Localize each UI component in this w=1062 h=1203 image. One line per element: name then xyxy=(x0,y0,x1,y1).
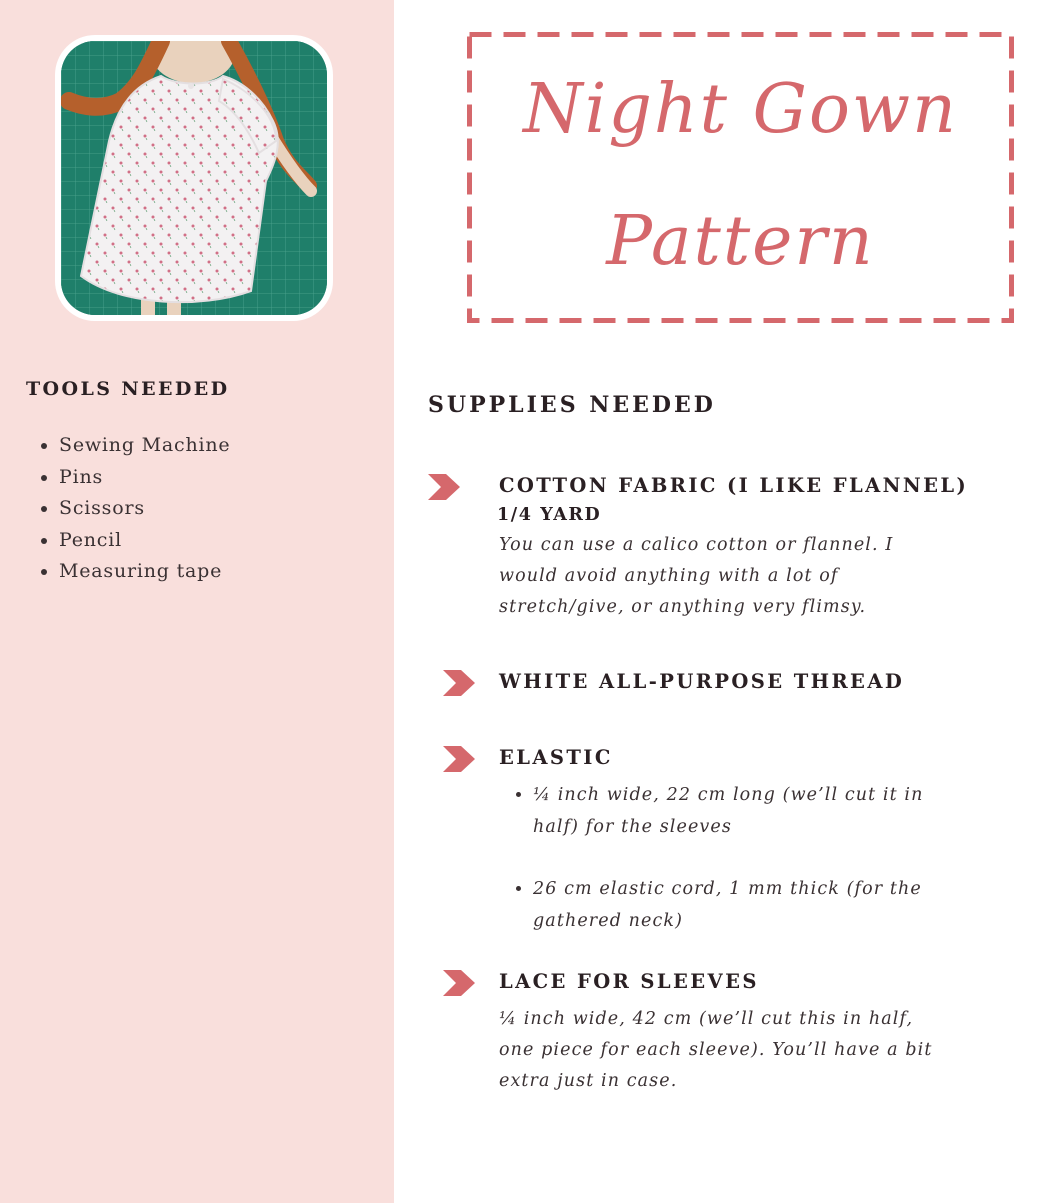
sidebar xyxy=(0,0,394,1203)
title-box xyxy=(467,32,1014,323)
supply-sub-fabric: 1/4 YARD xyxy=(497,505,602,525)
supply-title-elastic: ELASTIC xyxy=(499,746,613,769)
tool-item: • Scissors xyxy=(59,493,230,525)
supply-title-lace: LACE FOR SLEEVES xyxy=(499,970,759,993)
tool-item: • Sewing Machine xyxy=(59,430,230,462)
title-line-1: Night Gown xyxy=(523,70,958,149)
chevron-right-icon xyxy=(443,746,475,772)
tools-list xyxy=(26,430,230,588)
chevron-right-icon xyxy=(443,970,475,996)
photo-frame xyxy=(55,35,333,321)
tool-item: • Pins xyxy=(59,462,230,494)
doll-nightgown-photo xyxy=(61,41,327,315)
tools-heading: TOOLS NEEDED xyxy=(26,378,230,400)
title-line-2: Pattern xyxy=(606,202,875,281)
tool-item: • Measuring tape xyxy=(59,556,230,588)
elastic-item: • 26 cm elastic cord, 1 mm thick (for the gathered neck) xyxy=(533,874,953,937)
chevron-right-icon xyxy=(443,670,475,696)
supply-title-thread: WHITE ALL-PURPOSE THREAD xyxy=(499,670,905,693)
chevron-right-icon xyxy=(428,474,460,500)
elastic-item: • ¼ inch wide, 22 cm long (we’ll cut it in half) for the sleeves xyxy=(533,780,953,843)
supplies-heading: SUPPLIES NEEDED xyxy=(428,392,716,418)
supply-desc-lace: ¼ inch wide, 42 cm (we’ll cut this in half, one piece for each sleeve). You’ll have a bit extra just in case. xyxy=(499,1009,933,1091)
supply-title-fabric: COTTON FABRIC (I LIKE FLANNEL) xyxy=(499,474,969,497)
supply-desc-fabric: You can use a calico cotton or flannel. I would avoid anything with a lot of stretch/give, or anything very flimsy. xyxy=(499,535,894,617)
tool-item: • Pencil xyxy=(59,525,230,557)
elastic-list xyxy=(499,780,953,968)
